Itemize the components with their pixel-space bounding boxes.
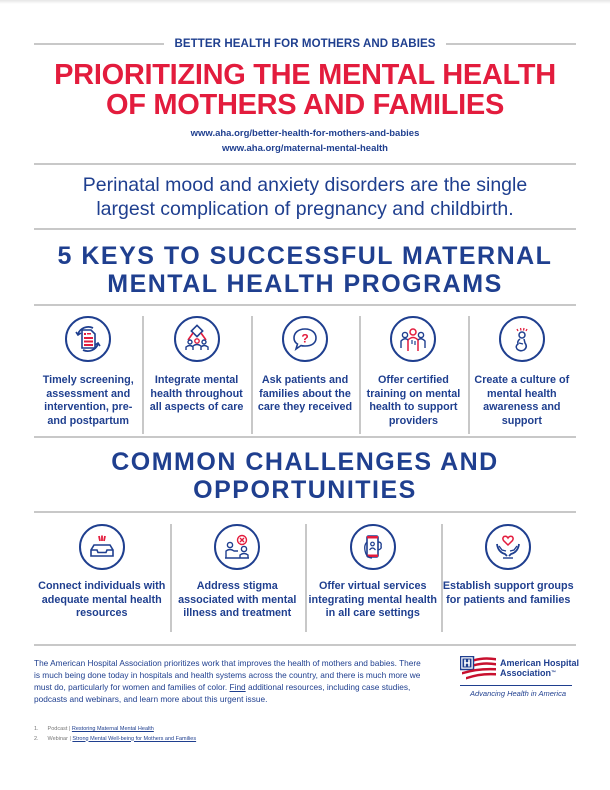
pregnant-person-icon — [499, 316, 545, 362]
reference-link[interactable]: Strong Mental Well-being for Mothers and Families — [72, 735, 197, 742]
title-line-2: OF MOTHERS AND FAMILIES — [105, 89, 505, 121]
keys-title-line-1: 5 KEYS TO SUCCESSFUL MATERNAL — [57, 242, 553, 270]
lede-statement — [0, 173, 610, 221]
challenge-item — [34, 524, 170, 632]
key-label: Create a culture of mental health awareness and support — [474, 374, 570, 427]
reference-item — [34, 725, 196, 735]
aha-logo — [460, 656, 580, 698]
divider — [34, 163, 576, 165]
url-link[interactable]: www.aha.org/better-health-for-mothers-and-babies — [190, 128, 420, 139]
stigma-conversation-icon — [214, 524, 260, 570]
key-item — [359, 316, 467, 434]
aha-h-flag-icon — [460, 656, 498, 680]
providers-group-icon — [390, 316, 436, 362]
about-paragraph — [34, 657, 426, 705]
references-list — [34, 725, 196, 744]
challenge-item — [441, 524, 577, 632]
reference-number: 1. — [34, 726, 39, 732]
question-bubble-icon — [282, 316, 328, 362]
challenge-label: Establish support groups for patients and families — [442, 580, 574, 606]
page-title — [0, 60, 610, 120]
key-item — [34, 316, 142, 434]
challenge-label: Offer virtual services integrating mental health in all care settings — [308, 580, 437, 619]
title-line-1: PRIORITIZING THE MENTAL HEALTH — [54, 59, 556, 91]
kicker-text: BETTER HEALTH FOR MOTHERS AND BABIES — [174, 38, 436, 50]
divider — [34, 644, 576, 646]
url-list — [0, 126, 610, 156]
challenge-item — [305, 524, 441, 632]
divider — [34, 511, 576, 513]
divider — [34, 228, 576, 230]
key-label: Offer certified training on mental health to support providers — [366, 374, 461, 427]
lede-line-2: largest complication of pregnancy and childbirth. — [96, 198, 514, 220]
aha-name-line-2-text: Association — [500, 668, 552, 678]
about-text-after-link: additional resources, including case studies, podcasts and webinars, and learn more about this urgent issue. — [34, 682, 411, 704]
page-top-shadow — [0, 0, 610, 4]
url-link[interactable]: www.aha.org/maternal-mental-health — [222, 143, 388, 154]
logo-rule — [460, 685, 572, 686]
reference-number: 2. — [34, 735, 39, 742]
key-label: Ask patients and families about the care they received — [257, 374, 353, 413]
kicker-row — [34, 37, 576, 51]
reference-type: Webinar | — [47, 735, 71, 742]
challenges-title-line-2: OPPORTUNITIES — [193, 476, 417, 504]
aha-name-line-2 — [500, 668, 579, 678]
trademark-symbol: ™ — [551, 670, 557, 676]
aha-tagline: Advancing Health in America — [469, 689, 567, 698]
kicker-rule-right — [446, 43, 576, 45]
kicker-rule-left — [34, 43, 164, 45]
divider — [34, 304, 576, 306]
support-hands-heart-icon — [485, 524, 531, 570]
keys-section-title — [0, 242, 610, 298]
challenges-list — [34, 524, 576, 632]
key-item — [468, 316, 576, 434]
reference-item — [34, 735, 196, 745]
challenge-label: Connect individuals with adequate mental health resources — [38, 580, 166, 619]
puzzle-team-icon — [174, 316, 220, 362]
screening-document-icon — [65, 316, 111, 362]
aha-name-line-1: American Hospital — [500, 658, 580, 668]
challenge-item — [170, 524, 306, 632]
reference-link[interactable]: Restoring Maternal Mental Health — [71, 726, 154, 732]
resource-inbox-icon — [79, 524, 125, 570]
virtual-phone-icon — [350, 524, 396, 570]
key-item — [251, 316, 359, 434]
svg-text:?: ? — [301, 331, 309, 346]
find-resources-link[interactable]: Find — [229, 682, 246, 692]
key-item — [142, 316, 250, 434]
keys-title-line-2: MENTAL HEALTH PROGRAMS — [107, 270, 503, 298]
challenge-label: Address stigma associated with mental illness and treatment — [178, 580, 297, 619]
reference-type: Podcast | — [47, 726, 71, 732]
key-label: Timely screening, assessment and intervention, pre- and postpartum — [42, 374, 134, 427]
aha-name — [500, 658, 579, 678]
divider — [34, 436, 576, 438]
keys-list — [34, 316, 576, 434]
about-text-before-link: The American Hospital Association prioritizes work that improves the health of mothers and babies. There is much being done today in hospitals and health systems across the country, and there is much more we must do, particularly for women and families of color. — [34, 658, 421, 692]
key-label: Integrate mental health throughout all aspects of care — [149, 374, 244, 413]
challenges-section-title — [0, 448, 610, 504]
challenges-title-line-1: COMMON CHALLENGES AND — [111, 448, 499, 476]
lede-line-1: Perinatal mood and anxiety disorders are the single — [82, 174, 528, 196]
